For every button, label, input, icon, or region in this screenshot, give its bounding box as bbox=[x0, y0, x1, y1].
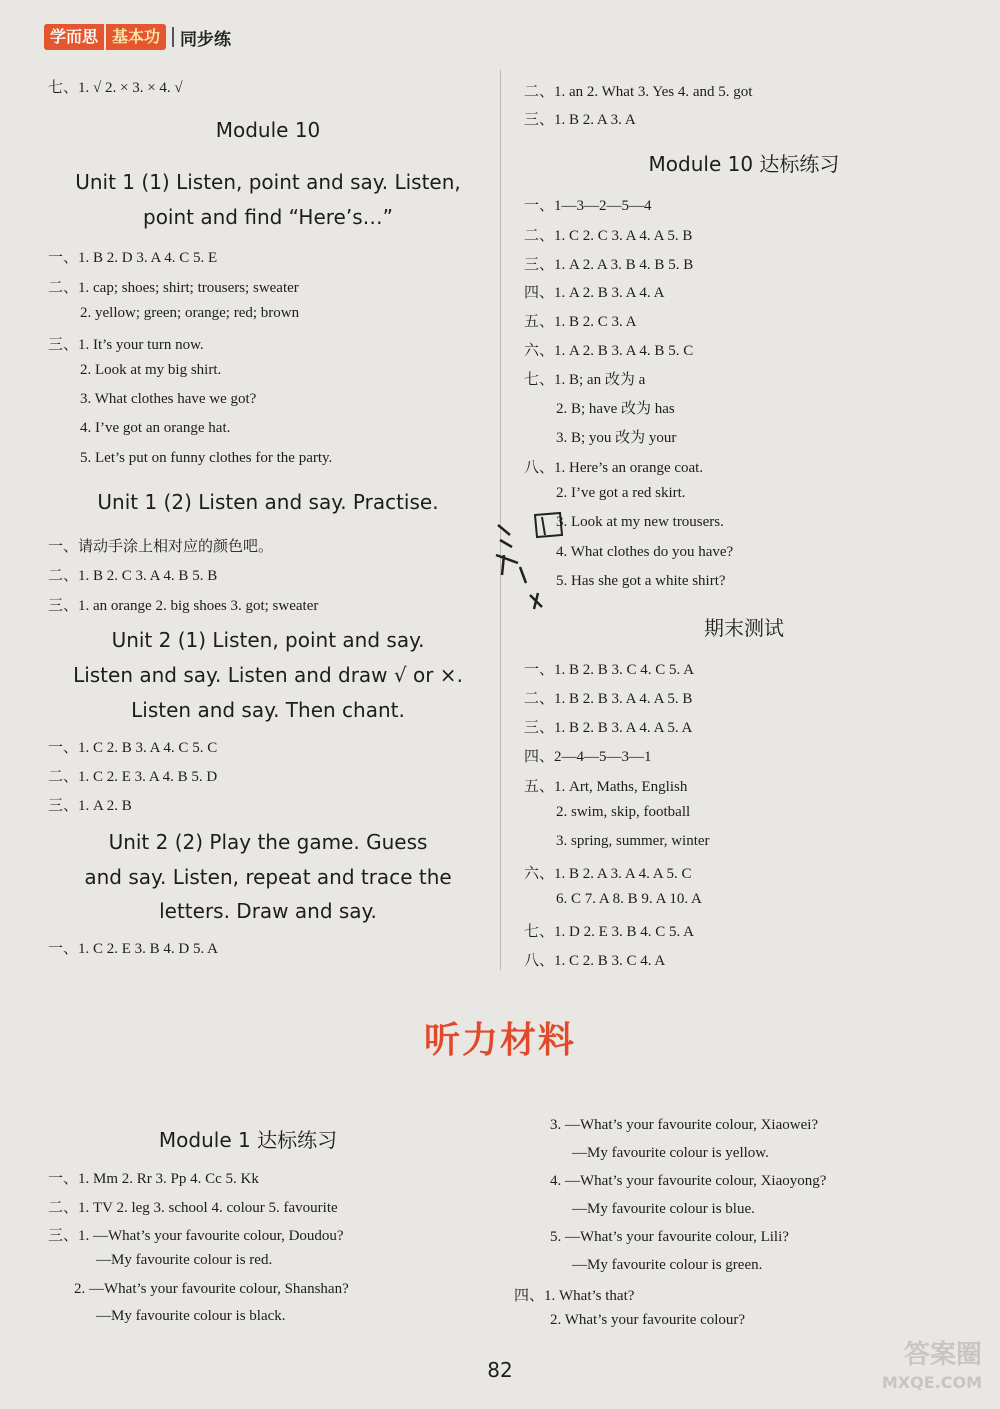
logo-separator bbox=[172, 27, 174, 47]
answer-line: 6. C 7. A 8. B 9. A 10. A bbox=[556, 891, 702, 907]
answer-line: 五、1. Art, Maths, English bbox=[524, 779, 688, 795]
answer-line: 4. What clothes do you have? bbox=[556, 544, 734, 560]
brand-name: 学而思 bbox=[44, 24, 104, 50]
listening-material-title: 听力材料 bbox=[423, 1020, 576, 1061]
answer-line: 七、1. B; an 改为 a bbox=[524, 372, 646, 388]
answer-line: 六、1. B 2. A 3. A 4. A 5. C bbox=[524, 866, 692, 882]
answer-line: 一、请动手涂上相对应的颜色吧。 bbox=[48, 539, 274, 555]
script-line: —My favourite colour is green. bbox=[572, 1257, 763, 1273]
answer-line: 七、1. D 2. E 3. B 4. C 5. A bbox=[524, 924, 695, 940]
script-line: 2. —What’s your favourite colour, Shanshan? bbox=[74, 1281, 349, 1297]
answer-line: 3. Look at my new trousers. bbox=[556, 514, 724, 530]
script-line: 一、1. Mm 2. Rr 3. Pp 4. Cc 5. Kk bbox=[48, 1171, 259, 1187]
answer-line: 5. Has she got a white shirt? bbox=[556, 573, 726, 589]
answer-line: 2. B; have 改为 has bbox=[556, 401, 675, 417]
answer-line: 2. Look at my big shirt. bbox=[80, 362, 222, 378]
answer-line: 3. What clothes have we got? bbox=[80, 391, 257, 407]
answer-line: 一、1. C 2. E 3. B 4. D 5. A bbox=[48, 941, 219, 957]
answer-line: 八、1. C 2. B 3. C 4. A bbox=[524, 953, 666, 969]
page-number: 82 bbox=[487, 1358, 513, 1382]
section-title: Unit 1 (2) Listen and say. Practise. bbox=[97, 490, 439, 514]
script-line: 2. What’s your favourite colour? bbox=[550, 1312, 746, 1328]
answer-line: 3. B; you 改为 your bbox=[556, 430, 677, 446]
answer-line: 一、1. B 2. B 3. C 4. C 5. A bbox=[524, 662, 695, 678]
answer-line: 三、1. It’s your turn now. bbox=[48, 337, 204, 353]
answer-line: 二、1. C 2. C 3. A 4. A 5. B bbox=[524, 228, 693, 244]
section-title: Module 1 达标练习 bbox=[158, 1128, 338, 1152]
answer-line: 四、2—4—5—3—1 bbox=[524, 749, 652, 765]
answer-line: 5. Let’s put on funny clothes for the party. bbox=[80, 450, 333, 466]
script-line: 5. —What’s your favourite colour, Lili? bbox=[550, 1229, 789, 1245]
handwritten-doodle-mark bbox=[490, 505, 570, 625]
section-title: Unit 2 (2) Play the game. Guess bbox=[108, 830, 428, 854]
answer-line: 一、1—3—2—5—4 bbox=[524, 198, 652, 214]
answer-line: 二、1. cap; shoes; shirt; trousers; sweater bbox=[48, 280, 299, 296]
watermark-url: MXQE.COM bbox=[881, 1373, 982, 1392]
script-line: —My favourite colour is blue. bbox=[572, 1201, 755, 1217]
brand-logo bbox=[44, 24, 231, 50]
section-title: letters. Draw and say. bbox=[159, 899, 377, 923]
script-line: —My favourite colour is yellow. bbox=[572, 1145, 769, 1161]
section-title: Listen and say. Listen and draw √ or ×. bbox=[73, 663, 463, 687]
section-title: 期末测试 bbox=[704, 616, 784, 640]
section-title: Unit 1 (1) Listen, point and say. Listen, bbox=[75, 170, 461, 194]
watermark-cn: 答案圈 bbox=[903, 1340, 982, 1370]
answer-line: 六、1. A 2. B 3. A 4. B 5. C bbox=[524, 343, 694, 359]
answer-line: 2. yellow; green; orange; red; brown bbox=[80, 305, 300, 321]
answer-line: 三、1. A 2. A 3. B 4. B 5. B bbox=[524, 257, 694, 273]
script-line: —My favourite colour is black. bbox=[96, 1308, 286, 1324]
answer-line: 三、1. an orange 2. big shoes 3. got; sweater bbox=[48, 598, 319, 614]
section-title: Listen and say. Then chant. bbox=[131, 698, 405, 722]
answer-line: 二、1. B 2. B 3. A 4. A 5. B bbox=[524, 691, 693, 707]
answer-line: 四、1. A 2. B 3. A 4. A bbox=[524, 285, 665, 301]
answer-line: 2. swim, skip, football bbox=[556, 804, 691, 820]
answer-line: 七、1. √ 2. × 3. × 4. √ bbox=[48, 80, 183, 96]
answer-line: 五、1. B 2. C 3. A bbox=[524, 314, 637, 330]
script-line: 3. —What’s your favourite colour, Xiaowei? bbox=[550, 1117, 819, 1133]
series-label: 同步练 bbox=[180, 29, 232, 50]
script-line: —My favourite colour is red. bbox=[96, 1252, 273, 1268]
script-line: 4. —What’s your favourite colour, Xiaoyong? bbox=[550, 1173, 827, 1189]
script-line: 二、1. TV 2. leg 3. school 4. colour 5. favourite bbox=[48, 1200, 338, 1216]
section-title: point and find “Here’s…” bbox=[143, 205, 393, 229]
section-title: Unit 2 (1) Listen, point and say. bbox=[111, 628, 425, 652]
answer-line: 三、1. A 2. B bbox=[48, 798, 132, 814]
answer-line: 三、1. B 2. A 3. A bbox=[524, 112, 636, 128]
script-line: 四、1. What’s that? bbox=[514, 1288, 635, 1304]
answer-line: 一、1. C 2. B 3. A 4. C 5. C bbox=[48, 740, 218, 756]
answer-line: 二、1. C 2. E 3. A 4. B 5. D bbox=[48, 769, 218, 785]
answer-line: 4. I’ve got an orange hat. bbox=[80, 420, 231, 436]
answer-line: 二、1. an 2. What 3. Yes 4. and 5. got bbox=[524, 84, 753, 100]
section-title: Module 10 达标练习 bbox=[648, 152, 840, 176]
answer-line: 三、1. B 2. B 3. A 4. A 5. A bbox=[524, 720, 693, 736]
answer-line: 八、1. Here’s an orange coat. bbox=[524, 460, 704, 476]
section-title: and say. Listen, repeat and trace the bbox=[84, 865, 452, 889]
answer-line: 2. I’ve got a red skirt. bbox=[556, 485, 686, 501]
answer-line: 一、1. B 2. D 3. A 4. C 5. E bbox=[48, 250, 218, 266]
answer-line: 3. spring, summer, winter bbox=[556, 833, 710, 849]
brand-series-name: 基本功 bbox=[106, 24, 166, 50]
answer-line: 二、1. B 2. C 3. A 4. B 5. B bbox=[48, 568, 218, 584]
site-watermark bbox=[882, 1341, 982, 1397]
section-title: Module 10 bbox=[215, 118, 321, 142]
script-line: 三、1. —What’s your favourite colour, Doudou? bbox=[48, 1228, 344, 1244]
